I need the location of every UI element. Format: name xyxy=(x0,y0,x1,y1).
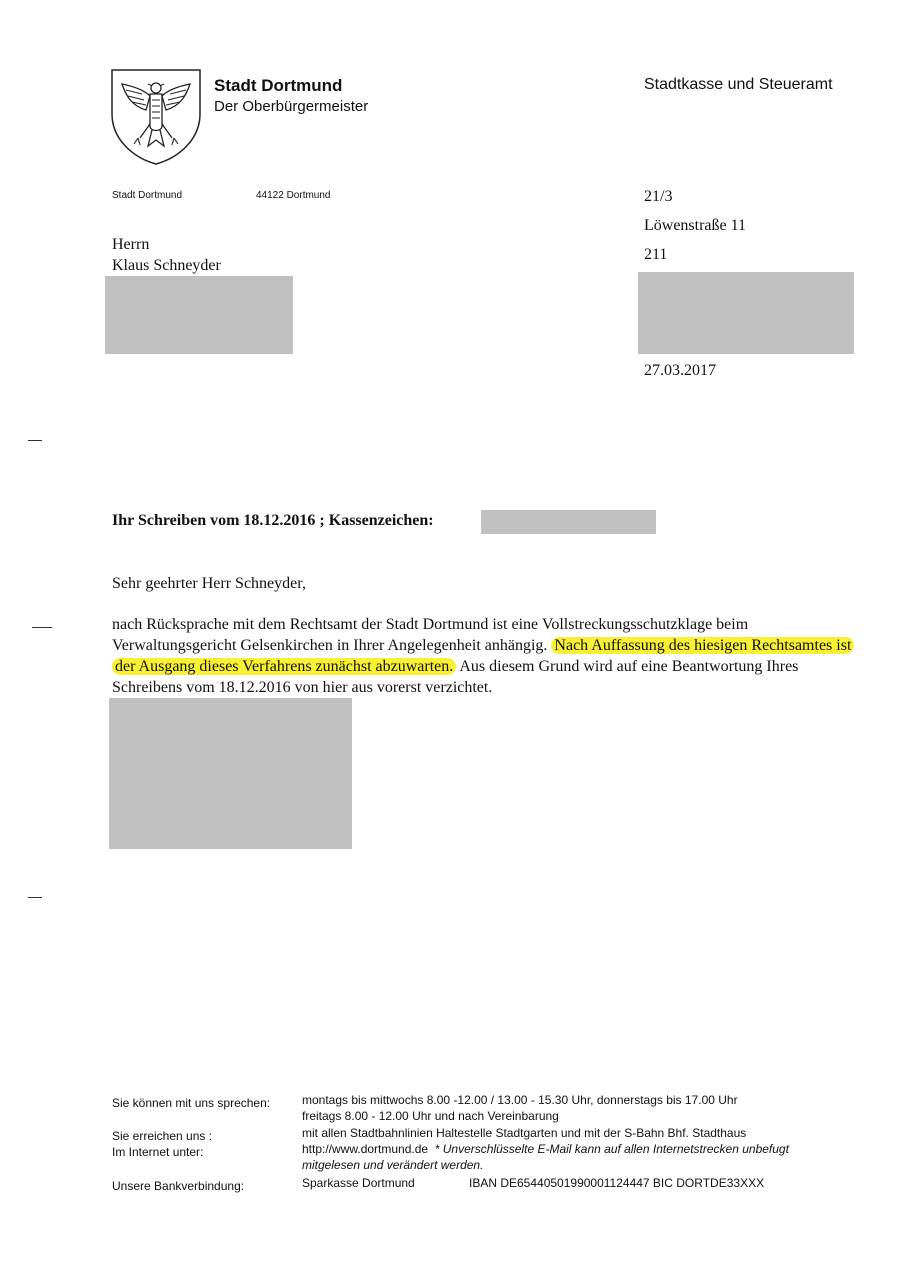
org-name: Stadt Dortmund xyxy=(214,76,343,95)
body-text-part-2: Aus diesem Grund wird auf eine Beantwortung Ihres Schreibens vom 18.12.2016 von hier aus vorerst verzichtet. xyxy=(112,658,799,696)
highlighted-sentence: Nach Auffassung des hiesigen Rechtsamtes ist der Ausgang dieses Verfahrens zunächst abzuwarten. xyxy=(112,637,854,675)
reference-street: Löwenstraße 11 xyxy=(644,217,747,234)
footer-hours-line-1: montags bis mittwochs 8.00 -12.00 / 13.00 - 15.30 Uhr, donnerstags bis 17.00 Uhr xyxy=(302,1093,738,1107)
footer-reach-label: Sie erreichen uns : xyxy=(112,1129,213,1143)
recipient-title: Herrn xyxy=(112,236,150,253)
footer-web-label: Im Internet unter: xyxy=(112,1145,204,1159)
department-name: Stadtkasse und Steueramt xyxy=(644,76,833,93)
redacted-cash-reference xyxy=(481,510,656,534)
reference-room: 211 xyxy=(644,246,668,263)
footer-bank-ids: IBAN DE65440501990001124447 BIC DORTDE33XXX xyxy=(469,1176,765,1190)
fold-mark xyxy=(28,440,42,441)
subject-line: Ihr Schreiben vom 18.12.2016 ; Kassenzeichen: xyxy=(112,512,434,529)
fold-mark xyxy=(28,897,42,898)
redacted-signature-block xyxy=(109,698,352,849)
sender-return-city: 44122 Dortmund xyxy=(256,190,331,201)
reference-unit: 21/3 xyxy=(644,188,673,205)
redacted-address-block xyxy=(105,276,293,354)
footer-hours-line-2: freitags 8.00 - 12.00 Uhr und nach Vereinbarung xyxy=(302,1109,559,1123)
punch-mark xyxy=(32,627,52,628)
footer-web-link[interactable]: http://www.dortmund.de xyxy=(302,1142,429,1156)
footer-bank-label: Unsere Bankverbindung: xyxy=(112,1179,245,1193)
sender-return-name: Stadt Dortmund xyxy=(112,190,183,201)
redacted-reference-block xyxy=(638,272,854,354)
footer-web xyxy=(302,1142,789,1156)
letter-date: 27.03.2017 xyxy=(644,362,716,379)
greeting: Sehr geehrter Herr Schneyder, xyxy=(112,575,306,592)
recipient-name: Klaus Schneyder xyxy=(112,257,221,274)
footer-email-note-2: mitgelesen und verändert werden. xyxy=(302,1158,484,1172)
org-subtitle: Der Oberbürgermeister xyxy=(214,98,369,115)
footer-transit: mit allen Stadtbahnlinien Haltestelle Stadtgarten und mit der S-Bahn Bhf. Stadthaus xyxy=(302,1126,747,1140)
letter-body xyxy=(112,614,872,698)
body-text-part-1: nach Rücksprache mit dem Rechtsamt der Stadt Dortmund ist eine Vollstreckungsschutzklage beim Verwaltungsgericht Gelsenkirchen in Ihrer Angelegenheit anhängig. xyxy=(112,616,749,654)
footer-speak-label: Sie können mit uns sprechen: xyxy=(112,1096,271,1110)
footer-email-note: * Unverschlüsselte E-Mail kann auf allen Internetstrecken unbefugt xyxy=(434,1142,789,1156)
city-crest-eagle-icon xyxy=(108,66,204,166)
footer-bank-name: Sparkasse Dortmund xyxy=(302,1176,415,1190)
